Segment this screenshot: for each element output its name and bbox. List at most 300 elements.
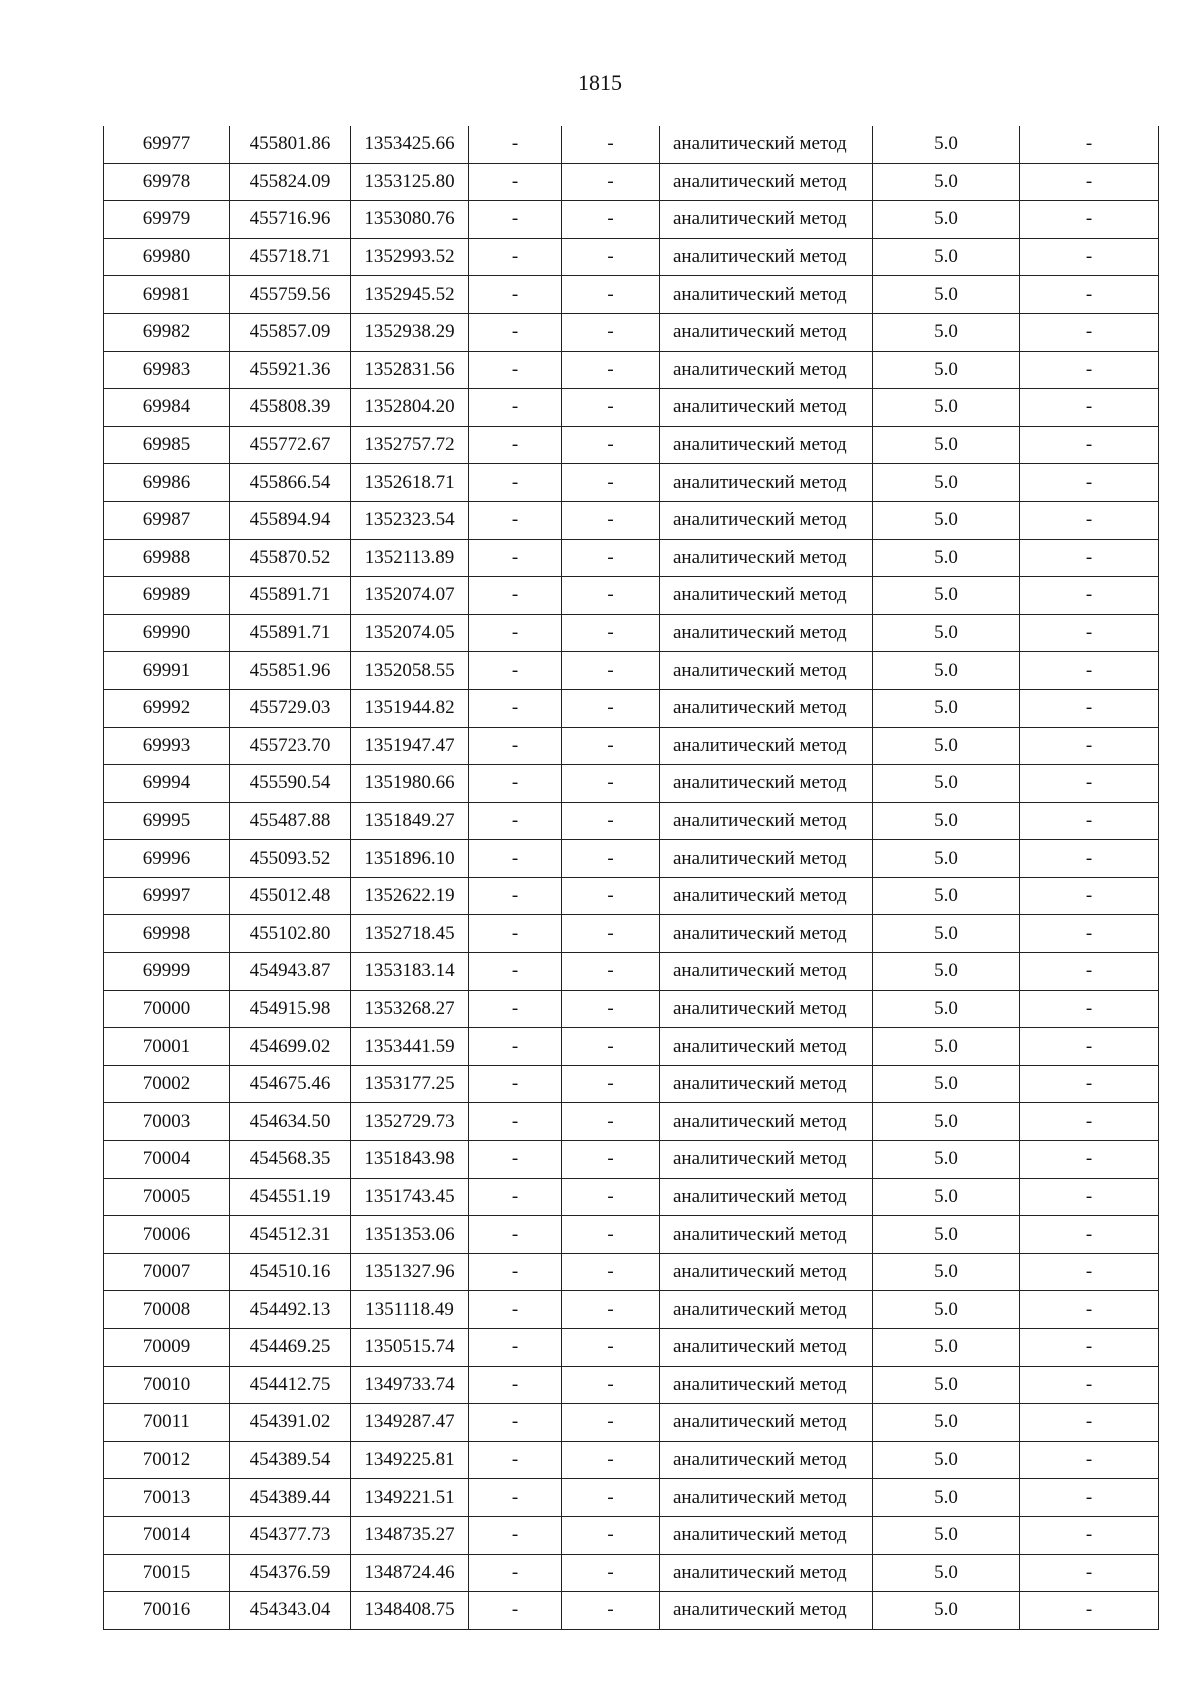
column-8-cell: - <box>1020 1441 1159 1479</box>
point-number-cell: 69994 <box>104 765 230 803</box>
method-cell: аналитический метод <box>660 126 873 163</box>
accuracy-cell: 5.0 <box>873 1103 1020 1141</box>
column-5-cell: - <box>562 1329 660 1367</box>
column-5-cell: - <box>562 1441 660 1479</box>
x-coordinate-cell: 454512.31 <box>230 1216 351 1254</box>
table-row <box>104 877 1159 915</box>
column-5-cell: - <box>562 689 660 727</box>
accuracy-cell: 5.0 <box>873 1178 1020 1216</box>
x-coordinate-cell: 455093.52 <box>230 840 351 878</box>
point-number-cell: 69979 <box>104 201 230 239</box>
method-cell: аналитический метод <box>660 765 873 803</box>
table-row <box>104 577 1159 615</box>
column-4-cell: - <box>469 1592 562 1630</box>
y-coordinate-cell: 1352945.52 <box>351 276 469 314</box>
method-cell: аналитический метод <box>660 1291 873 1329</box>
column-4-cell: - <box>469 351 562 389</box>
method-cell: аналитический метод <box>660 501 873 539</box>
x-coordinate-cell: 454377.73 <box>230 1516 351 1554</box>
y-coordinate-cell: 1351843.98 <box>351 1141 469 1179</box>
point-number-cell: 69989 <box>104 577 230 615</box>
y-coordinate-cell: 1352993.52 <box>351 238 469 276</box>
y-coordinate-cell: 1352831.56 <box>351 351 469 389</box>
x-coordinate-cell: 455729.03 <box>230 689 351 727</box>
column-5-cell: - <box>562 1028 660 1066</box>
accuracy-cell: 5.0 <box>873 1253 1020 1291</box>
table-row <box>104 1178 1159 1216</box>
y-coordinate-cell: 1353177.25 <box>351 1065 469 1103</box>
y-coordinate-cell: 1352058.55 <box>351 652 469 690</box>
point-number-cell: 69991 <box>104 652 230 690</box>
method-cell: аналитический метод <box>660 464 873 502</box>
method-cell: аналитический метод <box>660 313 873 351</box>
column-5-cell: - <box>562 1404 660 1442</box>
point-number-cell: 69996 <box>104 840 230 878</box>
accuracy-cell: 5.0 <box>873 1592 1020 1630</box>
column-5-cell: - <box>562 1178 660 1216</box>
x-coordinate-cell: 455723.70 <box>230 727 351 765</box>
point-number-cell: 70009 <box>104 1329 230 1367</box>
y-coordinate-cell: 1349733.74 <box>351 1366 469 1404</box>
column-8-cell: - <box>1020 652 1159 690</box>
column-4-cell: - <box>469 276 562 314</box>
accuracy-cell: 5.0 <box>873 1441 1020 1479</box>
column-4-cell: - <box>469 1441 562 1479</box>
point-number-cell: 69990 <box>104 614 230 652</box>
method-cell: аналитический метод <box>660 689 873 727</box>
table-row <box>104 1554 1159 1592</box>
method-cell: аналитический метод <box>660 990 873 1028</box>
column-5-cell: - <box>562 877 660 915</box>
table-row <box>104 1028 1159 1066</box>
x-coordinate-cell: 455891.71 <box>230 614 351 652</box>
y-coordinate-cell: 1352323.54 <box>351 501 469 539</box>
coordinates-table <box>103 126 1159 1630</box>
table-row <box>104 727 1159 765</box>
method-cell: аналитический метод <box>660 727 873 765</box>
x-coordinate-cell: 455921.36 <box>230 351 351 389</box>
accuracy-cell: 5.0 <box>873 351 1020 389</box>
accuracy-cell: 5.0 <box>873 840 1020 878</box>
column-8-cell: - <box>1020 238 1159 276</box>
column-4-cell: - <box>469 313 562 351</box>
x-coordinate-cell: 455772.67 <box>230 426 351 464</box>
point-number-cell: 70016 <box>104 1592 230 1630</box>
x-coordinate-cell: 455102.80 <box>230 915 351 953</box>
method-cell: аналитический метод <box>660 840 873 878</box>
column-5-cell: - <box>562 1291 660 1329</box>
column-5-cell: - <box>562 1516 660 1554</box>
table-row <box>104 1103 1159 1141</box>
column-4-cell: - <box>469 840 562 878</box>
method-cell: аналитический метод <box>660 1103 873 1141</box>
column-4-cell: - <box>469 163 562 201</box>
column-4-cell: - <box>469 1291 562 1329</box>
table-row <box>104 1065 1159 1103</box>
table-row <box>104 1479 1159 1517</box>
column-8-cell: - <box>1020 1329 1159 1367</box>
column-8-cell: - <box>1020 1216 1159 1254</box>
column-4-cell: - <box>469 501 562 539</box>
point-number-cell: 69999 <box>104 953 230 991</box>
column-5-cell: - <box>562 1253 660 1291</box>
column-4-cell: - <box>469 539 562 577</box>
column-5-cell: - <box>562 1479 660 1517</box>
point-number-cell: 70008 <box>104 1291 230 1329</box>
accuracy-cell: 5.0 <box>873 953 1020 991</box>
accuracy-cell: 5.0 <box>873 238 1020 276</box>
column-4-cell: - <box>469 1404 562 1442</box>
x-coordinate-cell: 454634.50 <box>230 1103 351 1141</box>
column-5-cell: - <box>562 802 660 840</box>
accuracy-cell: 5.0 <box>873 727 1020 765</box>
column-5-cell: - <box>562 201 660 239</box>
x-coordinate-cell: 454551.19 <box>230 1178 351 1216</box>
method-cell: аналитический метод <box>660 1065 873 1103</box>
accuracy-cell: 5.0 <box>873 990 1020 1028</box>
point-number-cell: 69993 <box>104 727 230 765</box>
column-5-cell: - <box>562 389 660 427</box>
accuracy-cell: 5.0 <box>873 1479 1020 1517</box>
y-coordinate-cell: 1353125.80 <box>351 163 469 201</box>
column-4-cell: - <box>469 877 562 915</box>
y-coordinate-cell: 1349225.81 <box>351 1441 469 1479</box>
table-row <box>104 689 1159 727</box>
table-row <box>104 1592 1159 1630</box>
column-4-cell: - <box>469 1329 562 1367</box>
x-coordinate-cell: 454376.59 <box>230 1554 351 1592</box>
column-5-cell: - <box>562 990 660 1028</box>
accuracy-cell: 5.0 <box>873 501 1020 539</box>
x-coordinate-cell: 454343.04 <box>230 1592 351 1630</box>
column-5-cell: - <box>562 915 660 953</box>
table-body <box>104 126 1159 1629</box>
method-cell: аналитический метод <box>660 1366 873 1404</box>
column-5-cell: - <box>562 1103 660 1141</box>
accuracy-cell: 5.0 <box>873 765 1020 803</box>
table-row <box>104 464 1159 502</box>
x-coordinate-cell: 455891.71 <box>230 577 351 615</box>
column-8-cell: - <box>1020 1253 1159 1291</box>
column-4-cell: - <box>469 953 562 991</box>
table-row <box>104 313 1159 351</box>
x-coordinate-cell: 455808.39 <box>230 389 351 427</box>
column-5-cell: - <box>562 464 660 502</box>
column-5-cell: - <box>562 727 660 765</box>
column-8-cell: - <box>1020 990 1159 1028</box>
table-row <box>104 1253 1159 1291</box>
column-5-cell: - <box>562 1554 660 1592</box>
method-cell: аналитический метод <box>660 1516 873 1554</box>
y-coordinate-cell: 1352804.20 <box>351 389 469 427</box>
y-coordinate-cell: 1349287.47 <box>351 1404 469 1442</box>
method-cell: аналитический метод <box>660 1141 873 1179</box>
table-row <box>104 614 1159 652</box>
y-coordinate-cell: 1352729.73 <box>351 1103 469 1141</box>
table-row <box>104 1404 1159 1442</box>
point-number-cell: 70001 <box>104 1028 230 1066</box>
y-coordinate-cell: 1352074.07 <box>351 577 469 615</box>
y-coordinate-cell: 1353268.27 <box>351 990 469 1028</box>
accuracy-cell: 5.0 <box>873 313 1020 351</box>
column-8-cell: - <box>1020 727 1159 765</box>
y-coordinate-cell: 1351849.27 <box>351 802 469 840</box>
accuracy-cell: 5.0 <box>873 276 1020 314</box>
column-5-cell: - <box>562 1592 660 1630</box>
accuracy-cell: 5.0 <box>873 802 1020 840</box>
table-row <box>104 126 1159 163</box>
method-cell: аналитический метод <box>660 539 873 577</box>
point-number-cell: 70003 <box>104 1103 230 1141</box>
column-8-cell: - <box>1020 313 1159 351</box>
point-number-cell: 70000 <box>104 990 230 1028</box>
method-cell: аналитический метод <box>660 614 873 652</box>
y-coordinate-cell: 1353183.14 <box>351 953 469 991</box>
column-8-cell: - <box>1020 614 1159 652</box>
column-4-cell: - <box>469 802 562 840</box>
accuracy-cell: 5.0 <box>873 614 1020 652</box>
column-5-cell: - <box>562 652 660 690</box>
y-coordinate-cell: 1351947.47 <box>351 727 469 765</box>
method-cell: аналитический метод <box>660 238 873 276</box>
column-4-cell: - <box>469 201 562 239</box>
y-coordinate-cell: 1351743.45 <box>351 1178 469 1216</box>
y-coordinate-cell: 1352113.89 <box>351 539 469 577</box>
y-coordinate-cell: 1351327.96 <box>351 1253 469 1291</box>
column-8-cell: - <box>1020 1141 1159 1179</box>
table-row <box>104 1216 1159 1254</box>
accuracy-cell: 5.0 <box>873 1516 1020 1554</box>
accuracy-cell: 5.0 <box>873 1366 1020 1404</box>
column-8-cell: - <box>1020 1479 1159 1517</box>
column-8-cell: - <box>1020 1592 1159 1630</box>
accuracy-cell: 5.0 <box>873 1554 1020 1592</box>
y-coordinate-cell: 1353425.66 <box>351 126 469 163</box>
column-4-cell: - <box>469 1065 562 1103</box>
point-number-cell: 69998 <box>104 915 230 953</box>
column-8-cell: - <box>1020 1516 1159 1554</box>
x-coordinate-cell: 455718.71 <box>230 238 351 276</box>
accuracy-cell: 5.0 <box>873 1329 1020 1367</box>
x-coordinate-cell: 455851.96 <box>230 652 351 690</box>
x-coordinate-cell: 455824.09 <box>230 163 351 201</box>
x-coordinate-cell: 454699.02 <box>230 1028 351 1066</box>
accuracy-cell: 5.0 <box>873 1141 1020 1179</box>
column-5-cell: - <box>562 577 660 615</box>
column-8-cell: - <box>1020 765 1159 803</box>
column-4-cell: - <box>469 652 562 690</box>
y-coordinate-cell: 1348408.75 <box>351 1592 469 1630</box>
column-4-cell: - <box>469 689 562 727</box>
point-number-cell: 70002 <box>104 1065 230 1103</box>
table-row <box>104 163 1159 201</box>
column-4-cell: - <box>469 1253 562 1291</box>
column-8-cell: - <box>1020 689 1159 727</box>
column-8-cell: - <box>1020 464 1159 502</box>
column-8-cell: - <box>1020 126 1159 163</box>
x-coordinate-cell: 455866.54 <box>230 464 351 502</box>
method-cell: аналитический метод <box>660 1253 873 1291</box>
y-coordinate-cell: 1351118.49 <box>351 1291 469 1329</box>
column-8-cell: - <box>1020 802 1159 840</box>
method-cell: аналитический метод <box>660 1404 873 1442</box>
column-4-cell: - <box>469 614 562 652</box>
column-5-cell: - <box>562 163 660 201</box>
accuracy-cell: 5.0 <box>873 877 1020 915</box>
point-number-cell: 70004 <box>104 1141 230 1179</box>
column-5-cell: - <box>562 539 660 577</box>
column-5-cell: - <box>562 840 660 878</box>
column-4-cell: - <box>469 915 562 953</box>
accuracy-cell: 5.0 <box>873 163 1020 201</box>
y-coordinate-cell: 1352938.29 <box>351 313 469 351</box>
point-number-cell: 70015 <box>104 1554 230 1592</box>
method-cell: аналитический метод <box>660 1554 873 1592</box>
accuracy-cell: 5.0 <box>873 1216 1020 1254</box>
table-row <box>104 276 1159 314</box>
point-number-cell: 69986 <box>104 464 230 502</box>
accuracy-cell: 5.0 <box>873 1291 1020 1329</box>
x-coordinate-cell: 454389.54 <box>230 1441 351 1479</box>
table-row <box>104 238 1159 276</box>
table-row <box>104 1291 1159 1329</box>
table-row <box>104 990 1159 1028</box>
y-coordinate-cell: 1352718.45 <box>351 915 469 953</box>
accuracy-cell: 5.0 <box>873 915 1020 953</box>
column-8-cell: - <box>1020 1103 1159 1141</box>
point-number-cell: 69980 <box>104 238 230 276</box>
method-cell: аналитический метод <box>660 276 873 314</box>
column-8-cell: - <box>1020 1366 1159 1404</box>
method-cell: аналитический метод <box>660 953 873 991</box>
x-coordinate-cell: 455716.96 <box>230 201 351 239</box>
method-cell: аналитический метод <box>660 1329 873 1367</box>
point-number-cell: 69982 <box>104 313 230 351</box>
table-row <box>104 652 1159 690</box>
x-coordinate-cell: 455012.48 <box>230 877 351 915</box>
method-cell: аналитический метод <box>660 1592 873 1630</box>
point-number-cell: 70006 <box>104 1216 230 1254</box>
y-coordinate-cell: 1349221.51 <box>351 1479 469 1517</box>
point-number-cell: 70012 <box>104 1441 230 1479</box>
point-number-cell: 69988 <box>104 539 230 577</box>
point-number-cell: 69984 <box>104 389 230 427</box>
column-4-cell: - <box>469 1103 562 1141</box>
table-row <box>104 501 1159 539</box>
table-row <box>104 201 1159 239</box>
column-8-cell: - <box>1020 953 1159 991</box>
accuracy-cell: 5.0 <box>873 1028 1020 1066</box>
point-number-cell: 70007 <box>104 1253 230 1291</box>
accuracy-cell: 5.0 <box>873 201 1020 239</box>
point-number-cell: 70010 <box>104 1366 230 1404</box>
x-coordinate-cell: 455759.56 <box>230 276 351 314</box>
column-8-cell: - <box>1020 1291 1159 1329</box>
accuracy-cell: 5.0 <box>873 652 1020 690</box>
column-4-cell: - <box>469 765 562 803</box>
point-number-cell: 69978 <box>104 163 230 201</box>
table-row <box>104 765 1159 803</box>
method-cell: аналитический метод <box>660 1479 873 1517</box>
point-number-cell: 70005 <box>104 1178 230 1216</box>
y-coordinate-cell: 1350515.74 <box>351 1329 469 1367</box>
column-5-cell: - <box>562 276 660 314</box>
x-coordinate-cell: 454492.13 <box>230 1291 351 1329</box>
column-4-cell: - <box>469 1479 562 1517</box>
column-4-cell: - <box>469 1178 562 1216</box>
column-5-cell: - <box>562 126 660 163</box>
table-row <box>104 1441 1159 1479</box>
point-number-cell: 69997 <box>104 877 230 915</box>
x-coordinate-cell: 454510.16 <box>230 1253 351 1291</box>
accuracy-cell: 5.0 <box>873 577 1020 615</box>
column-4-cell: - <box>469 464 562 502</box>
point-number-cell: 69983 <box>104 351 230 389</box>
x-coordinate-cell: 454469.25 <box>230 1329 351 1367</box>
table-row <box>104 539 1159 577</box>
x-coordinate-cell: 455870.52 <box>230 539 351 577</box>
column-4-cell: - <box>469 727 562 765</box>
column-8-cell: - <box>1020 163 1159 201</box>
method-cell: аналитический метод <box>660 577 873 615</box>
column-8-cell: - <box>1020 1404 1159 1442</box>
x-coordinate-cell: 454915.98 <box>230 990 351 1028</box>
column-8-cell: - <box>1020 276 1159 314</box>
column-8-cell: - <box>1020 577 1159 615</box>
accuracy-cell: 5.0 <box>873 426 1020 464</box>
accuracy-cell: 5.0 <box>873 539 1020 577</box>
point-number-cell: 69987 <box>104 501 230 539</box>
x-coordinate-cell: 454389.44 <box>230 1479 351 1517</box>
method-cell: аналитический метод <box>660 802 873 840</box>
y-coordinate-cell: 1351353.06 <box>351 1216 469 1254</box>
y-coordinate-cell: 1352074.05 <box>351 614 469 652</box>
x-coordinate-cell: 454568.35 <box>230 1141 351 1179</box>
table-row <box>104 802 1159 840</box>
x-coordinate-cell: 455590.54 <box>230 765 351 803</box>
column-8-cell: - <box>1020 915 1159 953</box>
table-row <box>104 1366 1159 1404</box>
method-cell: аналитический метод <box>660 1178 873 1216</box>
column-8-cell: - <box>1020 201 1159 239</box>
column-4-cell: - <box>469 426 562 464</box>
column-8-cell: - <box>1020 501 1159 539</box>
column-5-cell: - <box>562 1216 660 1254</box>
column-5-cell: - <box>562 238 660 276</box>
method-cell: аналитический метод <box>660 201 873 239</box>
column-8-cell: - <box>1020 389 1159 427</box>
table-row <box>104 1141 1159 1179</box>
column-5-cell: - <box>562 426 660 464</box>
column-4-cell: - <box>469 1554 562 1592</box>
y-coordinate-cell: 1352622.19 <box>351 877 469 915</box>
method-cell: аналитический метод <box>660 163 873 201</box>
x-coordinate-cell: 455487.88 <box>230 802 351 840</box>
column-5-cell: - <box>562 953 660 991</box>
method-cell: аналитический метод <box>660 351 873 389</box>
column-4-cell: - <box>469 1216 562 1254</box>
accuracy-cell: 5.0 <box>873 464 1020 502</box>
accuracy-cell: 5.0 <box>873 126 1020 163</box>
column-5-cell: - <box>562 1366 660 1404</box>
column-5-cell: - <box>562 1141 660 1179</box>
y-coordinate-cell: 1352618.71 <box>351 464 469 502</box>
column-8-cell: - <box>1020 1028 1159 1066</box>
table-row <box>104 840 1159 878</box>
column-4-cell: - <box>469 1028 562 1066</box>
column-8-cell: - <box>1020 840 1159 878</box>
accuracy-cell: 5.0 <box>873 1404 1020 1442</box>
